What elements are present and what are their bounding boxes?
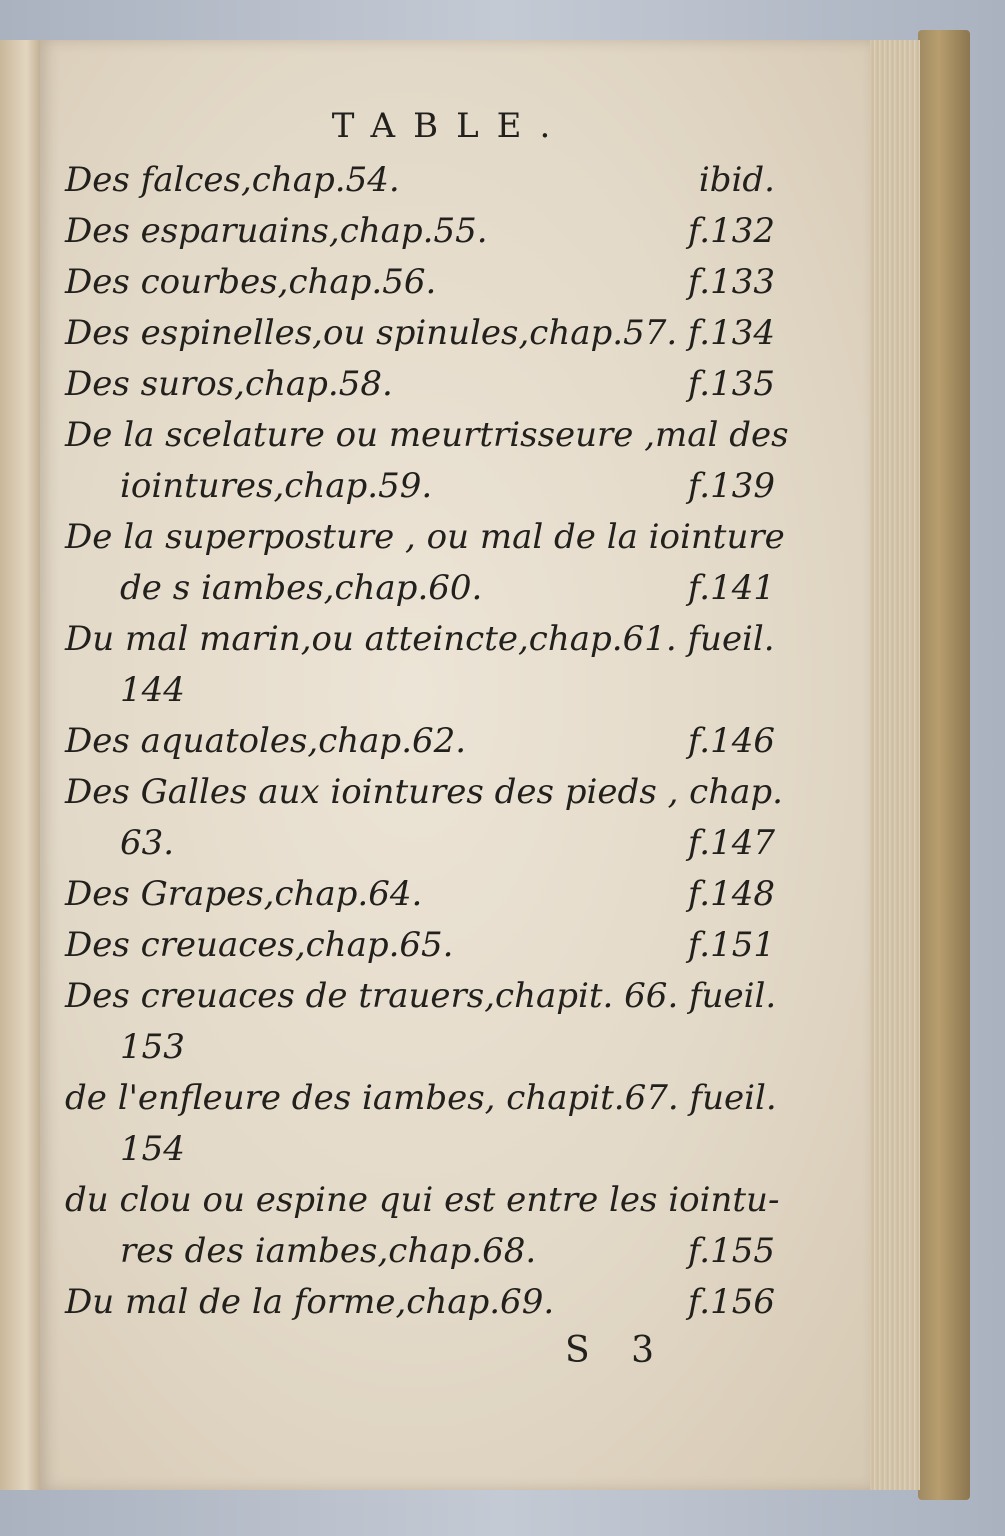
toc-entry	[65, 359, 775, 410]
toc-entry	[65, 767, 783, 818]
entry-page: f.139	[687, 466, 775, 506]
toc-entry	[65, 716, 775, 767]
toc-entry	[65, 971, 775, 1022]
toc-entry	[65, 1073, 775, 1124]
entry-title: 63.	[120, 823, 175, 863]
toc-entry	[65, 155, 775, 206]
toc-entry-continuation	[65, 461, 775, 512]
entry-title: Des creuaces de trauers,chapit. 66. fueil.	[65, 976, 777, 1016]
entry-page: f.133	[687, 262, 775, 302]
toc-entry	[65, 614, 775, 665]
entry-title: De la superposture , ou mal de la iointure	[65, 517, 785, 557]
book-cover-edge	[918, 30, 970, 1500]
toc-entry	[65, 869, 775, 920]
toc-entry	[65, 206, 775, 257]
table-of-contents	[65, 105, 789, 1328]
toc-entry-continuation	[65, 563, 775, 614]
entry-title: 144	[120, 670, 185, 710]
entry-page: f.147	[687, 823, 775, 863]
entry-title: Des creuaces,chap.65.	[65, 925, 454, 965]
entry-page: f.148	[687, 874, 775, 914]
toc-entry-continuation	[65, 1226, 775, 1277]
entry-title: Des suros,chap.58.	[65, 364, 393, 404]
entry-title: iointures,chap.59.	[120, 466, 433, 506]
toc-entry	[65, 257, 775, 308]
toc-entry	[65, 1277, 775, 1328]
toc-entry-continuation	[65, 665, 775, 716]
entry-page: f.132	[687, 211, 775, 251]
entry-page: f.134	[687, 313, 775, 353]
entry-title: Des courbes,chap.56.	[65, 262, 437, 302]
page-heading: TABLE.	[331, 106, 569, 146]
toc-entry	[65, 512, 785, 563]
entry-title: de l'enfleure des iambes, chapit.67. fueil.	[65, 1078, 777, 1118]
entry-page: f.146	[687, 721, 775, 761]
entry-title: res des iambes,chap.68.	[120, 1231, 537, 1271]
toc-entry	[65, 308, 775, 359]
entry-title: Du mal marin,ou atteincte,chap.61. fueil.	[65, 619, 775, 659]
entry-page: f.141	[687, 568, 775, 608]
entry-title: 153	[120, 1027, 185, 1067]
entry-page: f.156	[687, 1282, 775, 1322]
signature-mark: S 3	[565, 1330, 655, 1371]
entry-page: f.135	[687, 364, 775, 404]
entry-title: De la scelature ou meurtrisseure ,mal des	[65, 415, 789, 455]
toc-entry-continuation	[65, 1022, 775, 1073]
entry-title: du clou ou espine qui est entre les iointu-	[65, 1180, 780, 1220]
toc-entry-continuation	[65, 818, 775, 869]
entry-page: f.151	[687, 925, 775, 965]
entry-title: Du mal de la forme,chap.69.	[65, 1282, 555, 1322]
toc-entry-continuation	[65, 1124, 775, 1175]
entry-title: Des espinelles,ou spinules,chap.57.	[65, 313, 678, 353]
entry-title: Des Grapes,chap.64.	[65, 874, 423, 914]
toc-entry	[65, 1175, 780, 1226]
entry-page: ibid.	[698, 160, 775, 200]
entry-title: Des esparuains,chap.55.	[65, 211, 488, 251]
toc-entry	[65, 920, 775, 971]
entry-title: Des falces,chap.54.	[65, 160, 400, 200]
entry-page: f.155	[687, 1231, 775, 1271]
toc-entry	[65, 410, 789, 461]
entry-title: de s iambes,chap.60.	[120, 568, 483, 608]
entry-title: 154	[120, 1129, 185, 1169]
entry-title: Des aquatoles,chap.62.	[65, 721, 467, 761]
entry-title: Des Galles aux iointures des pieds , chap.	[65, 772, 783, 812]
